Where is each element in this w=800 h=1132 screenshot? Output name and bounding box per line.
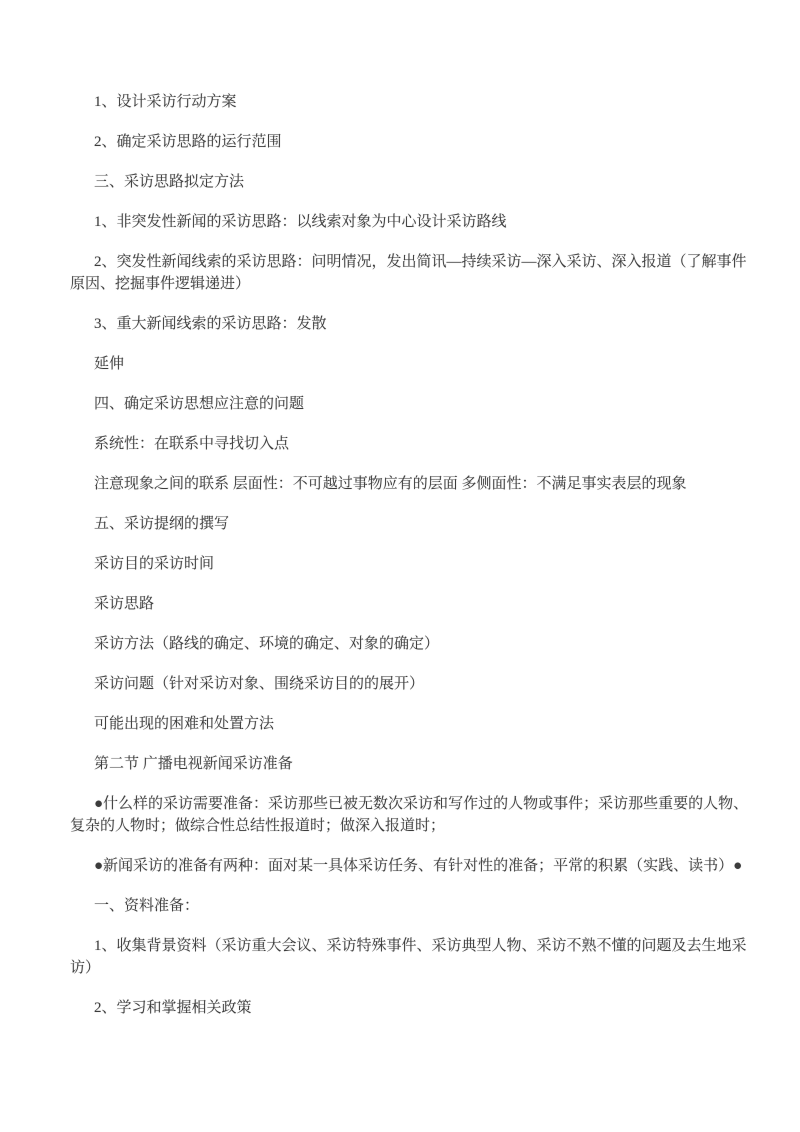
paragraph: 2、确定采访思路的运行范围: [94, 134, 282, 150]
paragraph: 采访思路: [94, 596, 155, 612]
paragraph: 3、重大新闻线索的采访思路：发散: [94, 316, 327, 332]
paragraph: 一、资料准备：: [94, 898, 200, 914]
paragraph: 第二节 广播电视新闻采访准备: [94, 756, 293, 772]
paragraph: 1、设计采访行动方案: [94, 94, 237, 110]
paragraph: 延伸: [94, 356, 125, 372]
paragraph: 系统性：在联系中寻找切入点: [94, 436, 290, 452]
paragraph: 采访目的采访时间: [94, 556, 215, 572]
paragraph: 1、非突发性新闻的采访思路：以线索对象为中心设计采访路线: [94, 214, 507, 230]
paragraph: 采访方法（路线的确定、环境的确定、对象的确定）: [94, 636, 440, 652]
paragraph: 五、采访提纲的撰写: [94, 516, 230, 532]
paragraph: ●新闻采访的准备有两种：面对某一具体采访任务、有针对性的准备；平常的积累（实践、读书）●: [94, 858, 743, 874]
paragraph: 可能出现的困难和处置方法: [94, 716, 275, 732]
paragraph: 三、采访思路拟定方法: [94, 174, 245, 190]
paragraph: 2、学习和掌握相关政策: [94, 1000, 252, 1016]
paragraph: 2、突发性新闻线索的采访思路：问明情况，发出简讯—持续采访—深入采访、深入报道（了解事件原因、挖掘事件逻辑递进）: [70, 254, 747, 292]
paragraph: 注意现象之间的联系 层面性：不可越过事物应有的层面 多侧面性：不满足事实表层的现象: [94, 476, 687, 492]
paragraph: 采访问题（针对采访对象、围绕采访目的的展开）: [94, 676, 425, 692]
paragraph: 1、收集背景资料（采访重大会议、采访特殊事件、采访典型人物、采访不熟不懂的问题及去生地采访）: [70, 938, 747, 976]
paragraph: ●什么样的采访需要准备：采访那些已被无数次采访和写作过的人物或事件；采访那些重要的人物、复杂的人物时；做综合性总结性报道时；做深入报道时；: [70, 796, 749, 834]
paragraph: 四、确定采访思想应注意的问题: [94, 396, 305, 412]
